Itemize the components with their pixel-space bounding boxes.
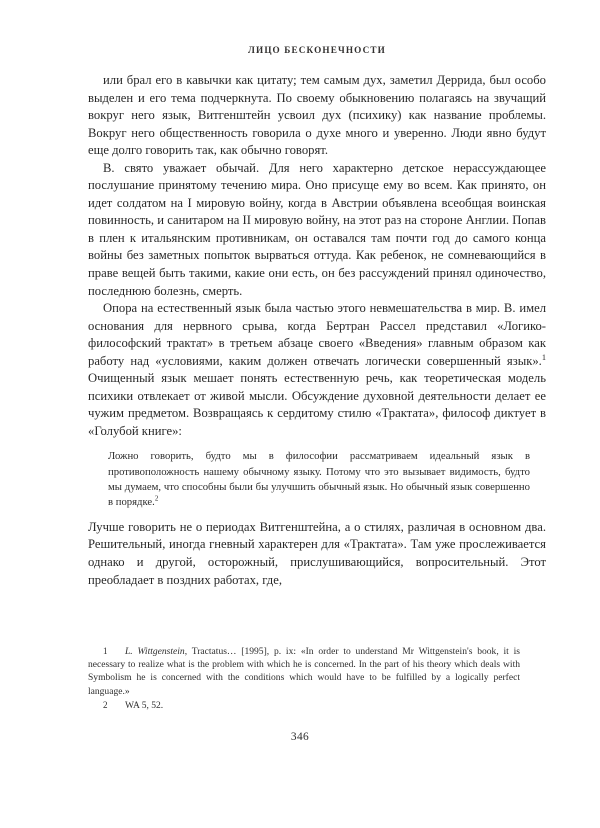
- footnote-2-number: 2: [103, 699, 108, 710]
- footnote-ref-1[interactable]: 1: [541, 352, 546, 362]
- blockquote: [88, 449, 546, 509]
- page-number: 346: [290, 731, 310, 743]
- paragraph-4: Лучше говорить не о периодах Витгенштейна, а о стилях, различая в основном два. Решительный, иногда гневный характерен для «Трактата». Там уже прослеживается однако и другой, осторожный, прислушивающийся, вопросительный. Этот преобладает в поздних работах, где,: [88, 519, 546, 587]
- body-text-block: [88, 72, 546, 589]
- footnotes-area: [88, 645, 520, 712]
- footnote-ref-2[interactable]: 2: [154, 494, 159, 503]
- paragraph-3-text-after-ref: Очищенный язык мешает понять естественную речь, как теоретическая модель психики отвлекает от живой мысли. Обсуждение духовной деятельности делает ее чужим предметом. Возвращаясь к сердитому стилю «Трактата», философ диктует в «Голубой книге»:: [88, 371, 546, 438]
- paragraph-3: [88, 300, 546, 440]
- footnote-1-author: L. Wittgenstein: [125, 646, 185, 657]
- footnote-1: [88, 645, 520, 698]
- blockquote-body: Ложно говорить, будто мы в философии рассматриваем идеальный язык в противоположность нашему обычному языку. Потому что это вызывает видимость, будто мы думаем, что способны были бы улучшить обычный язык. Но обычный язык совершенно в порядке.: [108, 450, 530, 508]
- paragraph-3-text-before-ref: Опора на естественный язык была частью этого невмешательства в мир. В. имел основания для нервного срыва, когда Бертран Рассел представил «Логико-философский трактат» в третьем абзаце своего «Введения» главным образом как работу над «условиями, каким должен отвечать логически совершенный язык».: [88, 301, 546, 368]
- footnote-2: [88, 699, 520, 712]
- footnote-1-number: 1: [103, 646, 108, 656]
- running-head: ЛИЦО БЕСКОНЕЧНОСТИ: [248, 45, 386, 55]
- footnote-1-text: , Tractatus… [1995], p. ix: «In order to understand Mr Wittgenstein's book, it is necessary to realize what is the problem with which he is concerned. In the part of his theory which deals with Symbolism he is concerned with the conditions which would have to be fulfilled by a logically perfect language.»: [88, 646, 521, 697]
- footnote-2-text: WA 5, 52.: [125, 699, 164, 711]
- paragraph-2: В. свято уважает обычай. Для него характерно детское нерассуждающее послушание принятому течению мира. Оно присуще ему во всем. Как принято, он идет солдатом на I мировую войну, когда в Австрии объявлена всеобщая воинская повинность, и санитаром на II мировую войну, на этот раз на стороне Англии. Попав в плен к итальянским противникам, он оставался там почти год до самого конца войны без заметных попыток вырваться оттуда. Как ребенок, не сомневающийся в праве вещей быть такими, какие они есть, он без рассуждений принял одиночество, последнюю болезнь, смерть.: [88, 160, 546, 298]
- paragraph-1: или брал его в кавычки как цитату; тем самым дух, заметил Деррида, был особо выделен и его тема подчеркнута. По своему обыкновению полагаясь на звучащий вокруг него язык, Витгенштейн усвоил дух (психику) как название проблемы. Вокруг него общественность говорила о духе много и уверенно. Люди явно будут еще долго говорить так, как обычно говорят.: [88, 73, 546, 158]
- blockquote-text: [108, 449, 530, 509]
